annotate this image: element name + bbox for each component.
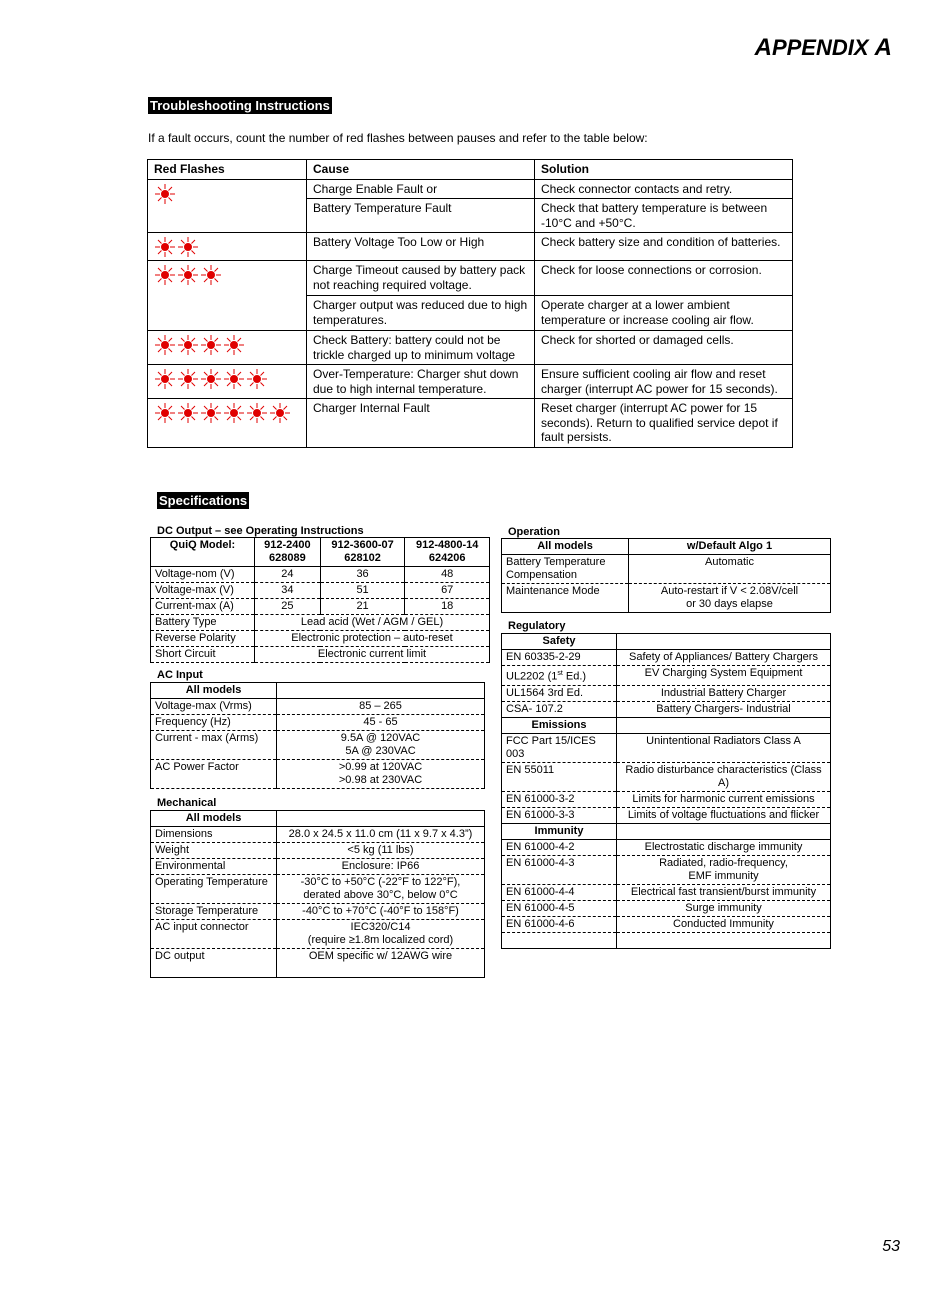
blank-header xyxy=(277,811,485,827)
cell: -40°C to +70°C (-40°F to 158°F) xyxy=(277,904,485,920)
row-label: Voltage-nom (V) xyxy=(151,567,255,583)
cause-cell: Battery Temperature Fault xyxy=(307,199,535,233)
col-header: Cause xyxy=(307,160,535,180)
red-flash-icon xyxy=(154,334,176,356)
row-label: Frequency (Hz) xyxy=(151,715,277,731)
row-label: FCC Part 15/ICES 003 xyxy=(502,733,617,762)
row-label: Storage Temperature xyxy=(151,904,277,920)
cell: Electronic protection – auto-reset xyxy=(255,631,490,647)
cause-cell: Battery Voltage Too Low or High xyxy=(307,233,535,261)
cause-cell: Charge Timeout caused by battery pack not reaching required voltage. xyxy=(307,261,535,296)
model-header: 912-3600-07 628102 xyxy=(320,538,405,567)
cell: Limits of voltage fluctuations and flicker xyxy=(617,807,831,823)
row-label: AC input connector xyxy=(151,920,277,949)
red-flash-icon xyxy=(177,368,199,390)
row-label: CSA- 107.2 xyxy=(502,701,617,717)
col-header: Solution xyxy=(535,160,793,180)
blank-header xyxy=(617,634,831,650)
cell: >0.99 at 120VAC >0.98 at 230VAC xyxy=(277,760,485,789)
cell: Automatic xyxy=(629,555,831,584)
cell: Surge immunity xyxy=(617,900,831,916)
row-label: EN 61000-4-2 xyxy=(502,839,617,855)
cell: Electrostatic discharge immunity xyxy=(617,839,831,855)
cell: OEM specific w/ 12AWG wire xyxy=(277,949,485,978)
row-label: Weight xyxy=(151,843,277,859)
algo-header: w/Default Algo 1 xyxy=(629,539,831,555)
blank-header xyxy=(617,823,831,839)
cell: Unintentional Radiators Class A xyxy=(617,733,831,762)
row-label: Voltage-max (V) xyxy=(151,583,255,599)
operation-table xyxy=(501,538,831,613)
cell: 9.5A @ 120VAC 5A @ 230VAC xyxy=(277,731,485,760)
operation-caption: Operation xyxy=(508,526,560,538)
flash-cell xyxy=(148,399,307,448)
row-label: Battery Type xyxy=(151,615,255,631)
flash-cell xyxy=(148,365,307,399)
row-label: EN 61000-4-6 xyxy=(502,916,617,932)
cell: Radio disturbance characteristics (Class A) xyxy=(617,762,831,791)
red-flash-icon xyxy=(246,368,268,390)
red-flash-icon xyxy=(177,402,199,424)
cell: 21 xyxy=(320,599,405,615)
red-flash-icon xyxy=(223,334,245,356)
safety-header: Safety xyxy=(502,634,617,650)
row-label: EN 60335-2-29 xyxy=(502,650,617,666)
row-label: Reverse Polarity xyxy=(151,631,255,647)
troubleshooting-intro: If a fault occurs, count the number of red flashes between pauses and refer to the table below: xyxy=(148,131,648,145)
row-label: Maintenance Mode xyxy=(502,584,629,613)
cell: Conducted Immunity xyxy=(617,916,831,932)
ac-input-caption: AC Input xyxy=(157,669,203,681)
mechanical-table xyxy=(150,810,485,978)
row-label: UL1564 3rd Ed. xyxy=(502,685,617,701)
all-models-header: All models xyxy=(151,811,277,827)
dc-output-caption: DC Output – see Operating Instructions xyxy=(157,525,364,537)
flash-cell xyxy=(148,331,307,365)
row-label: Current-max (A) xyxy=(151,599,255,615)
immunity-header: Immunity xyxy=(502,823,617,839)
solution-cell: Check battery size and condition of batteries. xyxy=(535,233,793,261)
red-flash-icon xyxy=(246,402,268,424)
flash-cell xyxy=(148,233,307,261)
red-flash-icon xyxy=(200,402,222,424)
red-flash-icon xyxy=(154,264,176,286)
row-label: AC Power Factor xyxy=(151,760,277,789)
cell: 28.0 x 24.5 x 11.0 cm (11 x 9.7 x 4.3”) xyxy=(277,827,485,843)
cell: Auto-restart if V < 2.08V/cell or 30 days elapse xyxy=(629,584,831,613)
cell: 48 xyxy=(405,567,490,583)
emissions-header: Emissions xyxy=(502,717,617,733)
red-flash-icon xyxy=(154,236,176,258)
red-flash-icon xyxy=(177,236,199,258)
row-label: Environmental xyxy=(151,859,277,875)
red-flash-icon xyxy=(154,402,176,424)
red-flash-icon xyxy=(177,264,199,286)
solution-cell: Check connector contacts and retry. xyxy=(535,179,793,199)
regulatory-caption: Regulatory xyxy=(508,620,566,632)
cell: 45 - 65 xyxy=(277,715,485,731)
specifications-title: Specifications xyxy=(159,493,248,508)
troubleshooting-table xyxy=(147,159,793,448)
cell: 34 xyxy=(255,583,321,599)
cell: 67 xyxy=(405,583,490,599)
ac-input-table xyxy=(150,682,485,789)
cause-cell: Check Battery: battery could not be trickle charged up to minimum voltage xyxy=(307,331,535,365)
row-label: EN 61000-4-4 xyxy=(502,884,617,900)
cell: 18 xyxy=(405,599,490,615)
cell: Enclosure: IP66 xyxy=(277,859,485,875)
red-flash-icon xyxy=(200,334,222,356)
row-label: EN 61000-4-5 xyxy=(502,900,617,916)
row-label: DC output xyxy=(151,949,277,978)
row-label: EN 61000-4-3 xyxy=(502,855,617,884)
row-label: EN 61000-3-2 xyxy=(502,791,617,807)
model-label: QuiQ Model: xyxy=(151,538,255,567)
row-label: EN 55011 xyxy=(502,762,617,791)
cell: Limits for harmonic current emissions xyxy=(617,791,831,807)
red-flash-icon xyxy=(154,183,176,205)
cell: 36 xyxy=(320,567,405,583)
blank-header xyxy=(277,683,485,699)
cell: 25 xyxy=(255,599,321,615)
cell: Radiated, radio-frequency, EMF immunity xyxy=(617,855,831,884)
all-models-header: All models xyxy=(502,539,629,555)
row-label: UL2202 (1st Ed.) xyxy=(502,666,617,686)
cell: 51 xyxy=(320,583,405,599)
troubleshooting-title: Troubleshooting Instructions xyxy=(150,98,330,113)
cell: 24 xyxy=(255,567,321,583)
cause-cell: Charger output was reduced due to high temperatures. xyxy=(307,296,535,331)
cause-cell: Charge Enable Fault or xyxy=(307,179,535,199)
red-flash-icon xyxy=(223,368,245,390)
row-label: Short Circuit xyxy=(151,647,255,663)
col-header: Red Flashes xyxy=(148,160,307,180)
flash-cell xyxy=(148,179,307,233)
cell: Safety of Appliances/ Battery Chargers xyxy=(617,650,831,666)
cell: Lead acid (Wet / AGM / GEL) xyxy=(255,615,490,631)
cell: IEC320/C14 (require ≥1.8m localized cord) xyxy=(277,920,485,949)
blank-header xyxy=(617,717,831,733)
cell: -30°C to +50°C (-22°F to 122°F), derated above 30°C, below 0°C xyxy=(277,875,485,904)
cause-cell: Over-Temperature: Charger shut down due to high internal temperature. xyxy=(307,365,535,399)
page-number: 53 xyxy=(882,1238,900,1255)
row-label: Voltage-max (Vrms) xyxy=(151,699,277,715)
appendix-heading: APPENDIX A xyxy=(754,34,892,61)
row-label: Operating Temperature xyxy=(151,875,277,904)
row-label: Dimensions xyxy=(151,827,277,843)
solution-cell: Reset charger (interrupt AC power for 15 seconds). Return to qualified service depot if fault persists. xyxy=(535,399,793,448)
red-flash-icon xyxy=(154,368,176,390)
red-flash-icon xyxy=(200,264,222,286)
solution-cell: Ensure sufficient cooling air flow and reset charger (interrupt AC power for 15 seconds). xyxy=(535,365,793,399)
regulatory-table xyxy=(501,633,831,949)
cell: Battery Chargers- Industrial xyxy=(617,701,831,717)
red-flash-icon xyxy=(200,368,222,390)
red-flash-icon xyxy=(223,402,245,424)
solution-cell: Check for shorted or damaged cells. xyxy=(535,331,793,365)
red-flash-icon xyxy=(269,402,291,424)
cell: EV Charging System Equipment xyxy=(617,666,831,686)
cell: Electrical fast transient/burst immunity xyxy=(617,884,831,900)
row-label: Current - max (Arms) xyxy=(151,731,277,760)
cell: <5 kg (11 lbs) xyxy=(277,843,485,859)
blank-cell xyxy=(617,932,831,948)
model-header: 912-4800-14 624206 xyxy=(405,538,490,567)
cause-cell: Charger Internal Fault xyxy=(307,399,535,448)
row-label: EN 61000-3-3 xyxy=(502,807,617,823)
cell: 85 – 265 xyxy=(277,699,485,715)
row-label: Battery Temperature Compensation xyxy=(502,555,629,584)
cell: Electronic current limit xyxy=(255,647,490,663)
flash-cell xyxy=(148,261,307,331)
solution-cell: Check that battery temperature is between -10°C and +50°C. xyxy=(535,199,793,233)
all-models-header: All models xyxy=(151,683,277,699)
dc-output-table xyxy=(150,537,490,663)
solution-cell: Operate charger at a lower ambient temperature or increase cooling air flow. xyxy=(535,296,793,331)
model-header: 912-2400 628089 xyxy=(255,538,321,567)
red-flash-icon xyxy=(177,334,199,356)
cell: Industrial Battery Charger xyxy=(617,685,831,701)
blank-cell xyxy=(502,932,617,948)
mechanical-caption: Mechanical xyxy=(157,797,217,809)
solution-cell: Check for loose connections or corrosion. xyxy=(535,261,793,296)
